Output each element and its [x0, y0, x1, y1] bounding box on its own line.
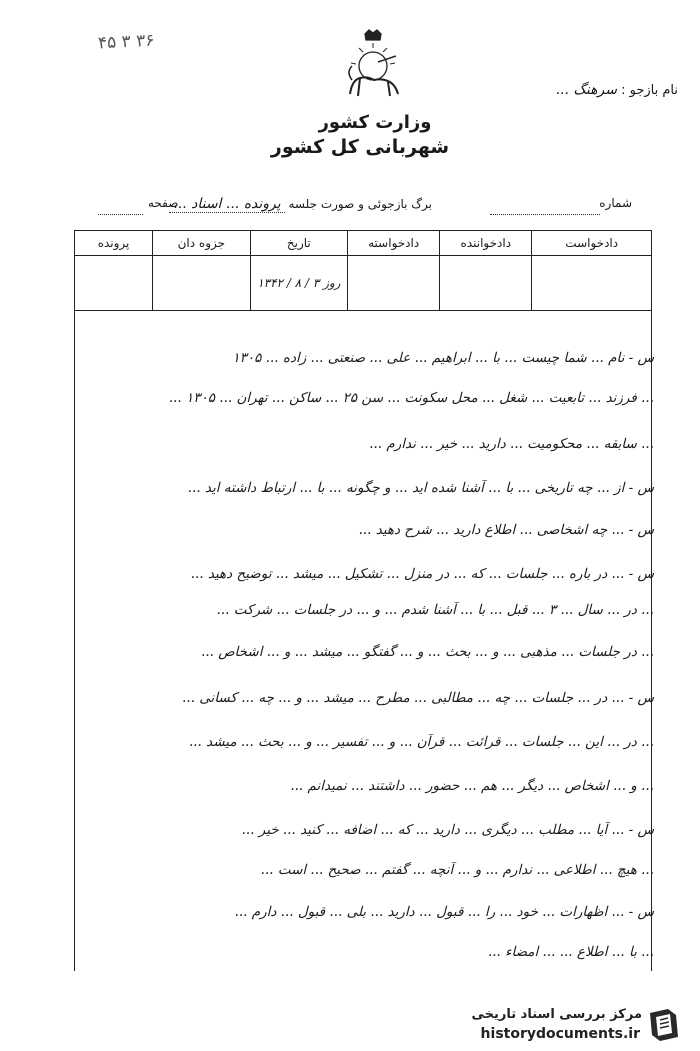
col-petitioned: دادخواسته	[348, 231, 440, 256]
body-line: س - نام ... شما چیست ... با ... ابراهیم ... علی ... صنعتی ... زاده ... ۱۳۰۵	[232, 350, 654, 366]
case-title-handwritten: پرونده ... اسناد ...	[169, 196, 284, 213]
cell-petitioner	[440, 256, 532, 311]
cell-petition	[532, 256, 652, 311]
header-table	[74, 230, 652, 311]
interrogator-field	[556, 82, 678, 98]
ministry-title: وزارت کشور	[318, 112, 432, 133]
police-department-title: شهربانی کل کشور	[270, 136, 450, 158]
document-number: ۴۵ ۳ ۳۶	[97, 30, 155, 54]
case-title	[169, 196, 432, 212]
page-label: صفحه	[148, 196, 179, 210]
cell-date: روز ۳ / ۸ / ۱۳۴۲	[250, 256, 348, 311]
interrogator-label: نام بازجو :	[621, 83, 678, 98]
body-line: س - ... در باره ... جلسات ... که ... در منزل ... تشکیل ... میشد ... توضیح دهید ...	[190, 566, 654, 582]
body-line: س - ... در ... جلسات ... چه ... مطالبی ... مطرح ... میشد ... و ... چه ... کسانی ...	[182, 690, 654, 706]
body-line: س - ... آیا ... مطلب ... دیگری ... دارید ... که ... اضافه ... کنید ... خیر ...	[241, 822, 654, 838]
cell-file	[75, 256, 153, 311]
body-line: ... با ... اطلاع ... ... امضاء ...	[487, 944, 654, 960]
col-petition: دادخواست	[532, 231, 652, 256]
body-line: ... فرزند ... تابعیت ... شغل ... محل سکونت ... سن ۲۵ ... ساکن ... تهران ... ۱۳۰۵ ...	[168, 390, 654, 406]
number-line	[490, 214, 600, 215]
body-line: ... سابقه ... محکومیت ... دارید ... خیر ... ندارم ...	[369, 436, 654, 452]
interrogator-value: سرهنگ ...	[555, 82, 617, 98]
case-title-prefix: برگ بازجوئی و صورت جلسه	[288, 197, 432, 211]
archive-logo-icon	[644, 1005, 684, 1045]
body-line: ... و ... اشخاص ... دیگر ... هم ... حضور ... داشتند ... نمیدانم ...	[290, 778, 654, 794]
number-label: شماره	[599, 196, 632, 210]
watermark	[424, 1005, 684, 1045]
body-line: س - از ... چه تاریخی ... با ... آشنا شده اید ... و چگونه ... با ... ارتباط داشته اید ...	[187, 480, 654, 496]
col-petitioner: دادخواننده	[440, 231, 532, 256]
body-line: س - ... چه اشخاصی ... اطلاع دارید ... شرح دهید ...	[358, 522, 654, 538]
lion-and-sun-emblem-icon	[338, 28, 408, 106]
body-line: ... هیچ ... اطلاعی ... ندارم ... و ... آنچه ... گفتم ... صحیح ... است ...	[260, 862, 654, 878]
col-date: تاریخ	[250, 231, 348, 256]
header-row	[75, 231, 652, 256]
body-line: ... در جلسات ... مذهبی ... و ... بحث ... و ... گفتگو ... میشد ... و ... اشخاص ...	[201, 644, 654, 660]
cell-petitioned	[348, 256, 440, 311]
body-line: ... در ... سال ... ۳ ... قبل ... با ... آشنا شدم ... و ... در جلسات ... شرکت ...	[216, 602, 654, 618]
cell-folder	[153, 256, 251, 311]
body-line: ... در ... این ... جلسات ... قرائت ... قرآن ... و ... تفسیر ... و ... بحث ... میشد ...	[188, 734, 654, 750]
form-border	[74, 230, 652, 971]
col-file: پرونده	[75, 231, 153, 256]
body-line: س - ... اظهارات ... خود ... را ... قبول ... دارید ... بلی ... قبول ... دارم ...	[234, 904, 654, 920]
watermark-persian: مرکز بررسی اسناد تاریخی	[471, 1007, 642, 1022]
page-line	[98, 214, 143, 215]
col-folder: جزوه دان	[153, 231, 251, 256]
value-row	[75, 256, 652, 311]
watermark-url: historydocuments.ir	[480, 1026, 640, 1042]
